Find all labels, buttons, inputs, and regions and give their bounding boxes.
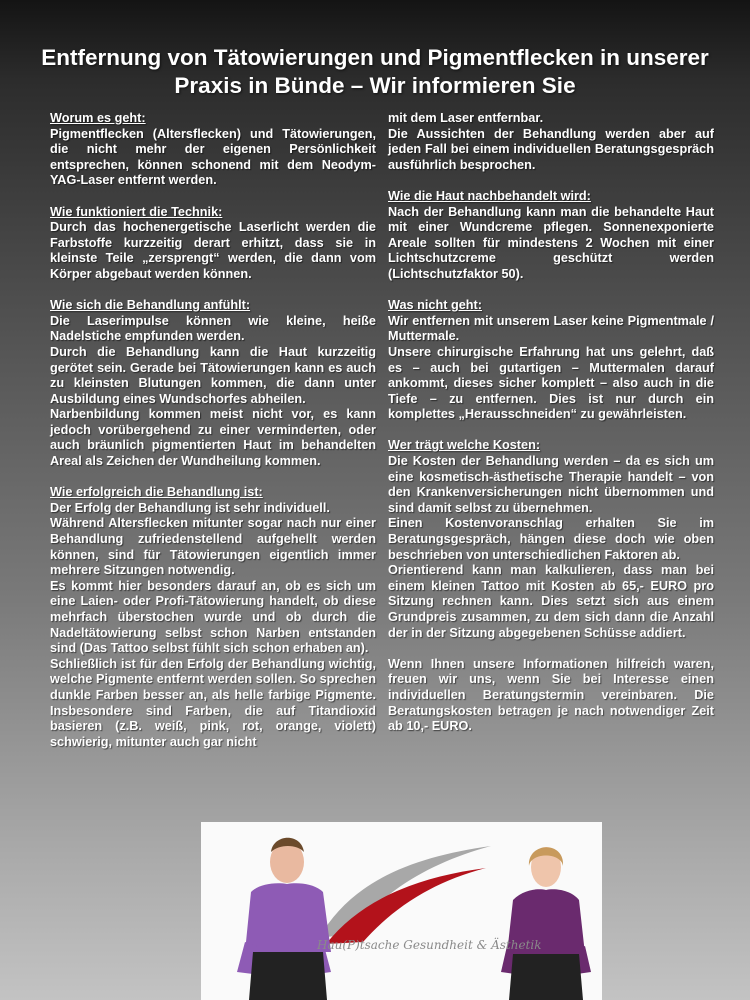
team-photo — [201, 822, 602, 1000]
body-paragraph: Der Erfolg der Behandlung ist sehr individuell. — [50, 500, 330, 515]
section-heading: Wie funktioniert die Technik: — [50, 204, 223, 219]
body-paragraph: Orientierend kann man kalkulieren, dass man bei einem kleinen Tattoo mit Kosten ab 65,- EURO pro Sitzung rechnen kann. Dies setzt sich aus einem Grundpreis zusammen, zu dem sich dann die Anzahl der in der Sitzung abgegebenen Schüsse addiert. — [388, 563, 714, 640]
body-paragraph: Wir entfernen mit unserem Laser keine Pigmentmale / Muttermale. — [388, 313, 714, 344]
body-paragraph: Durch das hochenergetische Laserlicht werden die Farbstoffe kurzzeitig derart erhitzt, dass sie in kleinste Teile „zersprengt“ werden, die dann vom Körper abgebaut werden können. — [50, 220, 376, 281]
paragraph-gap — [50, 283, 376, 299]
section-heading: Wie die Haut nachbehandelt wird: — [388, 188, 591, 203]
body-paragraph: mit dem Laser entfernbar. — [388, 111, 544, 125]
brand-text: Hau(P)tsache Gesundheit & Ästhetik — [317, 938, 542, 952]
body-paragraph: Pigmentflecken (Altersflecken) und Tätowierungen, die nicht mehr der eigenen Persönlichkeit entsprechen, können schonend mit dem Neodym-YAG-Laser entfernt werden. — [50, 126, 376, 188]
section-heading: Was nicht geht: — [388, 298, 482, 313]
body-paragraph: Schließlich ist für den Erfolg der Behandlung wichtig, welche Pigmente entfernt werden sollen. So sprechen dunkle Farben besser an, als helle farbige Pigmente. Insbesondere sind Farben, die auf Titandioxid basieren (z.B. weiß, pink, rot, orange, violett) schwierig, mitunter auch gar nicht — [50, 656, 376, 749]
body-paragraph: Die Laserimpulse können wie kleine, heiße Nadelstiche empfunden werden. — [50, 313, 376, 344]
body-paragraph: Während Altersflecken mitunter sogar nach nur einer Behandlung zufriedenstellend aufgehellt werden können, sind für Tätowierungen eigentlich immer mehrere Sitzungen notwendig. — [50, 516, 376, 578]
paragraph-gap — [388, 173, 714, 189]
section-heading: Wie sich die Behandlung anfühlt: — [50, 298, 251, 313]
section-heading: Wie erfolgreich die Behandlung ist: — [50, 485, 263, 500]
body-paragraph: Die Aussichten der Behandlung werden aber auf jeden Fall bei einem individuellen Beratungsgespräch ausführlich besprochen. — [388, 126, 714, 172]
paragraph-gap — [388, 641, 714, 657]
right-column — [388, 111, 714, 735]
female-doctor-figure — [491, 822, 601, 1000]
body-paragraph: Die Kosten der Behandlung werden – da es sich um eine kosmetisch-ästhetische Therapie handelt – von den Krankenversicherungen nicht übernommen und sind damit selbst zu übernehmen. — [388, 454, 714, 515]
paragraph-gap — [50, 189, 376, 205]
page-title: Entfernung von Tätowierungen und Pigmentflecken in unserer Praxis in Bünde – Wir informieren Sie — [41, 45, 709, 98]
body-paragraph: Wenn Ihnen unsere Informationen hilfreich waren, freuen wir uns, wenn Sie bei Interesse einen individuellen Beratungstermin vereinbaren. Die Beratungskosten betragen je nach notwendiger Zeit ab 10,- EURO. — [388, 656, 714, 734]
body-paragraph: Narbenbildung kommen meist nicht vor, es kann jedoch vorübergehend zu einer verminderten, oder auch bräunlich pigmentierten Haut im behandelten Areal als Zeichen der Wundheilung kommen. — [50, 407, 376, 469]
paragraph-gap — [50, 470, 376, 486]
male-doctor-figure — [231, 822, 351, 1000]
body-paragraph: Einen Kostenvoranschlag erhalten Sie im Beratungsgespräch, hängen diese doch wie oben beschrieben von unterschiedlichen Faktoren ab. — [388, 516, 714, 562]
body-paragraph: Unsere chirurgische Erfahrung hat uns gelehrt, daß es – auch bei gutartigen – Muttermalen darauf ankommt, dieses sicher komplett – also auch in die Tiefe – zu entfernen. Dies ist nur durch ein komplettes „Herausschneiden“ zu gewährleisten. — [388, 344, 714, 422]
section-heading: Wer trägt welche Kosten: — [388, 438, 541, 453]
body-paragraph: Nach der Behandlung kann man die behandelte Haut mit einer Wundcreme pflegen. Sonnenexponierte Areale sollten für mindestens 2 Wochen mit einer Lichtschutzcreme geschützt werden (Lichtschutzfaktor 50). — [388, 204, 714, 281]
body-paragraph: Durch die Behandlung kann die Haut kurzzeitig gerötet sein. Gerade bei Tätowierungen kann es auch zu kleinsten Blutungen kommen, die dann unter Ausbildung eines Wundschorfes abheilen. — [50, 344, 376, 406]
section-heading: Worum es geht: — [50, 111, 146, 125]
paragraph-gap — [388, 283, 714, 299]
paragraph-gap — [388, 423, 714, 439]
body-paragraph: Es kommt hier besonders darauf an, ob es sich um eine Laien- oder Profi-Tätowierung handelt, ob diese mehrfach überstochen wurde und ob durch die Nadeltätowierung selbst schon Narben entstanden sind (Das Tattoo selbst fühlt sich schon erhaben an). — [50, 578, 376, 656]
left-column — [50, 111, 376, 750]
